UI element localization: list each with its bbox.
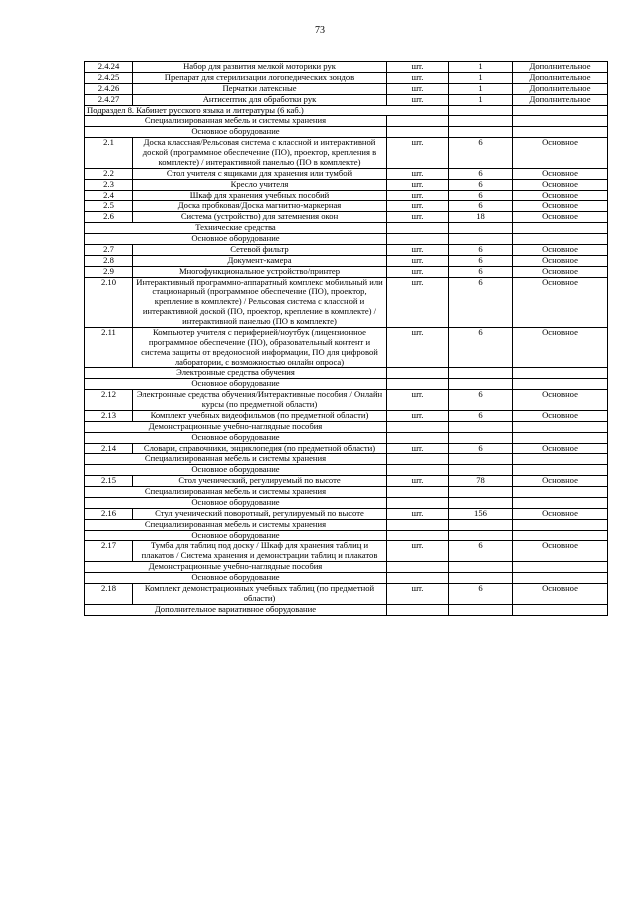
- subheading-title: Специализированная мебель и системы хранения: [85, 487, 387, 498]
- equipment-type-cell: Основное: [513, 179, 608, 190]
- quantity-cell: 78: [449, 476, 513, 487]
- unit-cell: шт.: [387, 266, 449, 277]
- empty-cell: [387, 573, 449, 584]
- equipment-type-cell: Основное: [513, 390, 608, 411]
- empty-cell: [387, 127, 449, 138]
- unit-cell: шт.: [387, 508, 449, 519]
- row-number: 2.18: [85, 583, 133, 604]
- equipment-type-cell: Дополнительное: [513, 62, 608, 73]
- row-number: 2.4.24: [85, 62, 133, 73]
- table-row: [85, 244, 608, 255]
- empty-cell: [513, 573, 608, 584]
- unit-cell: шт.: [387, 277, 449, 327]
- table-row: [85, 138, 608, 169]
- empty-cell: [449, 519, 513, 530]
- unit-cell: шт.: [387, 62, 449, 73]
- equipment-table-body: [85, 62, 608, 616]
- subheading-row: [85, 116, 608, 127]
- empty-cell: [449, 454, 513, 465]
- empty-cell: [513, 368, 608, 379]
- table-row: [85, 508, 608, 519]
- empty-cell: [449, 105, 513, 116]
- subheading-title: Основное оборудование: [85, 127, 387, 138]
- row-number: 2.4: [85, 190, 133, 201]
- subheading-title: Основное оборудование: [85, 234, 387, 245]
- item-name: Сетевой фильтр: [133, 244, 387, 255]
- empty-cell: [513, 487, 608, 498]
- quantity-cell: 6: [449, 138, 513, 169]
- equipment-type-cell: Основное: [513, 168, 608, 179]
- empty-cell: [387, 454, 449, 465]
- empty-cell: [387, 465, 449, 476]
- table-row: [85, 327, 608, 368]
- subheading-title: Демонстрационные учебно-наглядные пособия: [85, 562, 387, 573]
- empty-cell: [513, 421, 608, 432]
- subheading-row: [85, 223, 608, 234]
- subheading-title: Электронные средства обучения: [85, 368, 387, 379]
- unit-cell: шт.: [387, 212, 449, 223]
- table-row: [85, 94, 608, 105]
- empty-cell: [387, 223, 449, 234]
- empty-cell: [387, 604, 449, 615]
- subheading-row: [85, 432, 608, 443]
- quantity-cell: 6: [449, 201, 513, 212]
- table-row: [85, 201, 608, 212]
- equipment-type-cell: Основное: [513, 277, 608, 327]
- equipment-type-cell: Основное: [513, 476, 608, 487]
- empty-cell: [513, 105, 608, 116]
- equipment-type-cell: Основное: [513, 138, 608, 169]
- quantity-cell: 6: [449, 277, 513, 327]
- equipment-table: [84, 61, 608, 616]
- row-number: 2.1: [85, 138, 133, 169]
- subheading-row: [85, 497, 608, 508]
- quantity-cell: 6: [449, 327, 513, 368]
- equipment-type-cell: Дополнительное: [513, 83, 608, 94]
- item-name: Кресло учителя: [133, 179, 387, 190]
- empty-cell: [449, 573, 513, 584]
- empty-cell: [513, 465, 608, 476]
- quantity-cell: 1: [449, 62, 513, 73]
- table-row: [85, 190, 608, 201]
- subheading-title: Демонстрационные учебно-наглядные пособия: [85, 421, 387, 432]
- subheading-row: [85, 379, 608, 390]
- item-name: Стол учителя с ящиками для хранения или тумбой: [133, 168, 387, 179]
- subheading-row: [85, 368, 608, 379]
- row-number: 2.12: [85, 390, 133, 411]
- subheading-title: Основное оборудование: [85, 497, 387, 508]
- subheading-title: Основное оборудование: [85, 573, 387, 584]
- empty-cell: [387, 432, 449, 443]
- subheading-row: [85, 487, 608, 498]
- empty-cell: [513, 432, 608, 443]
- row-number: 2.4.26: [85, 83, 133, 94]
- subheading-row: [85, 465, 608, 476]
- row-number: 2.17: [85, 541, 133, 562]
- equipment-type-cell: Основное: [513, 327, 608, 368]
- equipment-type-cell: Основное: [513, 266, 608, 277]
- table-row: [85, 266, 608, 277]
- unit-cell: шт.: [387, 94, 449, 105]
- empty-cell: [449, 223, 513, 234]
- subheading-title: Основное оборудование: [85, 465, 387, 476]
- row-number: 2.15: [85, 476, 133, 487]
- subheading-row: [85, 604, 608, 615]
- empty-cell: [513, 530, 608, 541]
- item-name: Препарат для стерилизации логопедических зондов: [133, 72, 387, 83]
- item-name: Доска пробковая/Доска магнитно-маркерная: [133, 201, 387, 212]
- empty-cell: [513, 379, 608, 390]
- unit-cell: шт.: [387, 190, 449, 201]
- unit-cell: шт.: [387, 327, 449, 368]
- equipment-type-cell: Основное: [513, 212, 608, 223]
- item-name: Комплект учебных видеофильмов (по предметной области): [133, 410, 387, 421]
- subheading-title: Основное оборудование: [85, 432, 387, 443]
- equipment-type-cell: Основное: [513, 583, 608, 604]
- subheading-row: [85, 127, 608, 138]
- empty-cell: [387, 530, 449, 541]
- subheading-title: Дополнительное вариативное оборудование: [85, 604, 387, 615]
- quantity-cell: 6: [449, 168, 513, 179]
- empty-cell: [513, 497, 608, 508]
- quantity-cell: 6: [449, 255, 513, 266]
- quantity-cell: 6: [449, 179, 513, 190]
- table-row: [85, 476, 608, 487]
- table-row: [85, 62, 608, 73]
- table-row: [85, 83, 608, 94]
- row-number: 2.4.27: [85, 94, 133, 105]
- subheading-row: [85, 562, 608, 573]
- quantity-cell: 6: [449, 244, 513, 255]
- item-name: Система (устройство) для затемнения окон: [133, 212, 387, 223]
- table-row: [85, 443, 608, 454]
- empty-cell: [449, 497, 513, 508]
- equipment-type-cell: Основное: [513, 541, 608, 562]
- row-number: 2.6: [85, 212, 133, 223]
- empty-cell: [387, 562, 449, 573]
- quantity-cell: 156: [449, 508, 513, 519]
- table-row: [85, 410, 608, 421]
- quantity-cell: 18: [449, 212, 513, 223]
- equipment-type-cell: Основное: [513, 410, 608, 421]
- table-row: [85, 212, 608, 223]
- unit-cell: шт.: [387, 72, 449, 83]
- row-number: 2.8: [85, 255, 133, 266]
- unit-cell: шт.: [387, 390, 449, 411]
- unit-cell: шт.: [387, 138, 449, 169]
- subheading-row: [85, 573, 608, 584]
- row-number: 2.5: [85, 201, 133, 212]
- table-row: [85, 255, 608, 266]
- item-name: Антисептик для обработки рук: [133, 94, 387, 105]
- row-number: 2.7: [85, 244, 133, 255]
- unit-cell: шт.: [387, 476, 449, 487]
- subheading-title: Основное оборудование: [85, 379, 387, 390]
- empty-cell: [513, 562, 608, 573]
- table-row: [85, 168, 608, 179]
- subheading-title: Специализированная мебель и системы хранения: [85, 519, 387, 530]
- subheading-title: Специализированная мебель и системы хранения: [85, 116, 387, 127]
- empty-cell: [513, 223, 608, 234]
- empty-cell: [387, 487, 449, 498]
- table-row: [85, 390, 608, 411]
- empty-cell: [387, 116, 449, 127]
- unit-cell: шт.: [387, 541, 449, 562]
- item-name: Интерактивный программно-аппаратный комплекс мобильный или стационарный (программное обеспечение (ПО), проектор, крепление в комплекте) / Рельсовая система с классной и интерактивной доской (ПО, проектор, крепление в комплекте) / интерактивной панелью (ПО в комплекте): [133, 277, 387, 327]
- quantity-cell: 1: [449, 94, 513, 105]
- empty-cell: [513, 604, 608, 615]
- table-row: [85, 72, 608, 83]
- item-name: Словари, справочники, энциклопедия (по предметной области): [133, 443, 387, 454]
- table-row: [85, 179, 608, 190]
- quantity-cell: 1: [449, 83, 513, 94]
- item-name: Документ-камера: [133, 255, 387, 266]
- equipment-type-cell: Основное: [513, 190, 608, 201]
- table-row: [85, 541, 608, 562]
- item-name: Шкаф для хранения учебных пособий: [133, 190, 387, 201]
- empty-cell: [449, 432, 513, 443]
- row-number: 2.2: [85, 168, 133, 179]
- section-header-row: [85, 105, 608, 116]
- empty-cell: [513, 234, 608, 245]
- page-number: 73: [315, 25, 325, 36]
- quantity-cell: 6: [449, 443, 513, 454]
- empty-cell: [449, 379, 513, 390]
- unit-cell: шт.: [387, 255, 449, 266]
- table-row: [85, 277, 608, 327]
- quantity-cell: 6: [449, 541, 513, 562]
- empty-cell: [449, 604, 513, 615]
- empty-cell: [513, 127, 608, 138]
- empty-cell: [387, 368, 449, 379]
- equipment-type-cell: Дополнительное: [513, 94, 608, 105]
- equipment-type-cell: Дополнительное: [513, 72, 608, 83]
- row-number: 2.4.25: [85, 72, 133, 83]
- row-number: 2.14: [85, 443, 133, 454]
- unit-cell: шт.: [387, 443, 449, 454]
- unit-cell: шт.: [387, 583, 449, 604]
- quantity-cell: 6: [449, 390, 513, 411]
- quantity-cell: 6: [449, 583, 513, 604]
- unit-cell: шт.: [387, 244, 449, 255]
- table-row: [85, 583, 608, 604]
- empty-cell: [449, 530, 513, 541]
- empty-cell: [449, 465, 513, 476]
- empty-cell: [449, 116, 513, 127]
- empty-cell: [449, 368, 513, 379]
- equipment-type-cell: Основное: [513, 244, 608, 255]
- item-name: Тумба для таблиц под доску / Шкаф для хранения таблиц и плакатов / Система хранения и демонстрации таблиц и плакатов: [133, 541, 387, 562]
- quantity-cell: 1: [449, 72, 513, 83]
- row-number: 2.16: [85, 508, 133, 519]
- subheading-row: [85, 421, 608, 432]
- empty-cell: [449, 421, 513, 432]
- empty-cell: [387, 497, 449, 508]
- empty-cell: [513, 116, 608, 127]
- row-number: 2.11: [85, 327, 133, 368]
- empty-cell: [387, 421, 449, 432]
- item-name: Набор для развития мелкой моторики рук: [133, 62, 387, 73]
- item-name: Многофункциональное устройство/принтер: [133, 266, 387, 277]
- row-number: 2.3: [85, 179, 133, 190]
- empty-cell: [513, 454, 608, 465]
- item-name: Комплект демонстрационных учебных таблиц (по предметной области): [133, 583, 387, 604]
- empty-cell: [387, 379, 449, 390]
- item-name: Электронные средства обучения/Интерактивные пособия / Онлайн курсы (по предметной области): [133, 390, 387, 411]
- subheading-row: [85, 234, 608, 245]
- empty-cell: [449, 127, 513, 138]
- unit-cell: шт.: [387, 201, 449, 212]
- subheading-title: Специализированная мебель и системы хранения: [85, 454, 387, 465]
- subheading-title: Технические средства: [85, 223, 387, 234]
- unit-cell: шт.: [387, 168, 449, 179]
- quantity-cell: 6: [449, 410, 513, 421]
- item-name: Стул ученический поворотный, регулируемый по высоте: [133, 508, 387, 519]
- equipment-type-cell: Основное: [513, 443, 608, 454]
- item-name: Перчатки латексные: [133, 83, 387, 94]
- equipment-type-cell: Основное: [513, 508, 608, 519]
- empty-cell: [387, 234, 449, 245]
- row-number: 2.9: [85, 266, 133, 277]
- item-name: Доска классная/Рельсовая система с классной и интерактивной доской (программное обеспечение (ПО), проектор, крепления в комплекте) / интерактивной панелью (ПО в комплекте): [133, 138, 387, 169]
- quantity-cell: 6: [449, 266, 513, 277]
- row-number: 2.13: [85, 410, 133, 421]
- empty-cell: [449, 487, 513, 498]
- unit-cell: шт.: [387, 179, 449, 190]
- empty-cell: [387, 519, 449, 530]
- unit-cell: шт.: [387, 83, 449, 94]
- unit-cell: шт.: [387, 410, 449, 421]
- subheading-row: [85, 519, 608, 530]
- subheading-row: [85, 530, 608, 541]
- empty-cell: [513, 519, 608, 530]
- section-title: Подраздел 8. Кабинет русского языка и литературы (6 каб.): [85, 105, 449, 116]
- empty-cell: [449, 562, 513, 573]
- quantity-cell: 6: [449, 190, 513, 201]
- row-number: 2.10: [85, 277, 133, 327]
- item-name: Компьютер учителя с периферией/ноутбук (лицензионное программное обеспечение (ПО), образовательный контент и система защиты от вредоносной информации, ПО для цифровой лаборатории, с возможностью онлайн опроса): [133, 327, 387, 368]
- item-name: Стол ученический, регулируемый по высоте: [133, 476, 387, 487]
- equipment-type-cell: Основное: [513, 201, 608, 212]
- equipment-type-cell: Основное: [513, 255, 608, 266]
- empty-cell: [449, 234, 513, 245]
- subheading-title: Основное оборудование: [85, 530, 387, 541]
- subheading-row: [85, 454, 608, 465]
